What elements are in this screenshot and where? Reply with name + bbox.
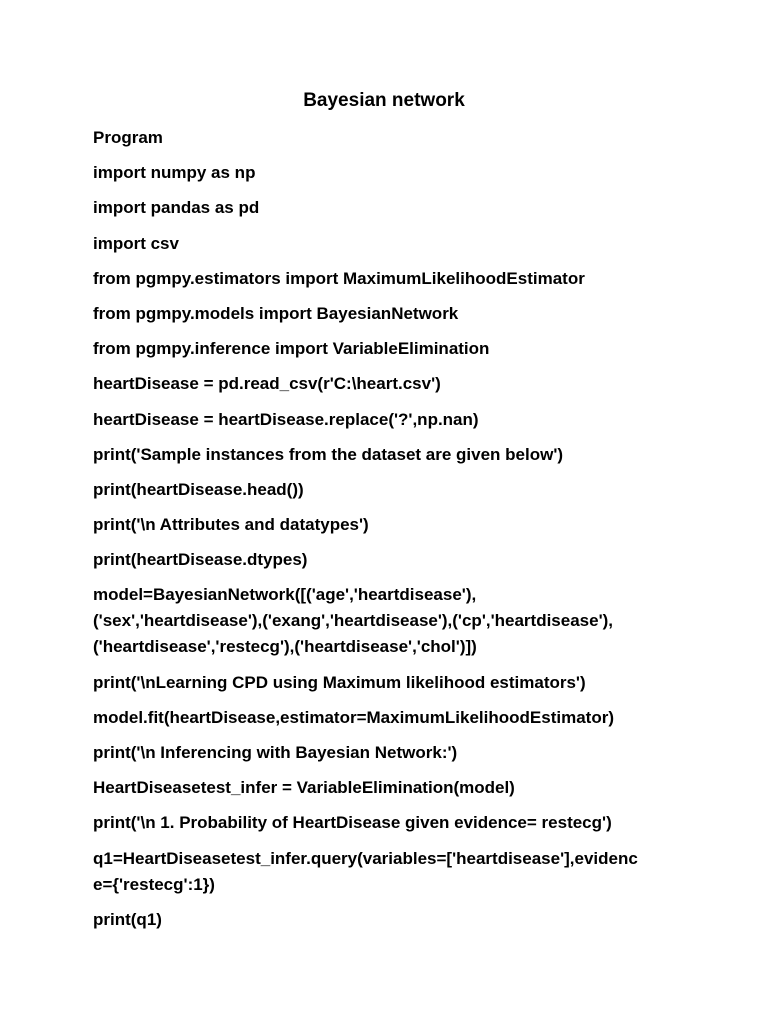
- code-line-text: print('\n Attributes and datatypes'): [93, 515, 369, 535]
- code-line-text: heartDisease = pd.read_csv(r'C:\heart.csv'): [93, 374, 441, 394]
- code-line-text: print(q1): [93, 909, 162, 929]
- code-line-text: ('sex','heartdisease'),('exang','heartdisease'),('cp','heartdisease'),: [93, 611, 614, 631]
- code-line: [93, 371, 693, 397]
- code-line: [93, 195, 693, 221]
- code-line-text: model=BayesianNetwork([('age','heartdisease'),: [93, 585, 477, 605]
- code-line-text: q1=HeartDiseasetest_infer.query(variables=['heartdisease'],evidenc: [93, 848, 638, 868]
- code-line: [93, 670, 693, 696]
- code-line: [93, 810, 693, 836]
- code-line-text: print(heartDisease.dtypes): [93, 550, 308, 570]
- code-line-text: import numpy as np: [93, 163, 256, 183]
- code-line: [93, 846, 693, 898]
- code-line-text: HeartDiseasetest_infer = VariableElimination(model): [93, 778, 515, 798]
- code-line: [93, 301, 693, 327]
- code-line: [93, 907, 693, 933]
- code-line-text: model.fit(heartDisease,estimator=MaximumLikelihoodEstimator): [93, 707, 614, 727]
- code-line: [93, 407, 693, 433]
- code-line-text: from pgmpy.estimators import MaximumLikelihoodEstimator: [93, 268, 585, 288]
- code-line: [93, 775, 693, 801]
- code-line-text: from pgmpy.inference import VariableElimination: [93, 339, 490, 359]
- code-line-text: from pgmpy.models import BayesianNetwork: [93, 303, 459, 323]
- code-line-text: e={'restecg':1}): [93, 874, 215, 894]
- code-line: [93, 160, 693, 186]
- code-line: [93, 547, 693, 573]
- code-line-text: import csv: [93, 233, 179, 253]
- code-line-text: ('heartdisease','restecg'),('heartdisease','chol')]): [93, 637, 477, 657]
- code-line-text: print('Sample instances from the dataset are given below'): [93, 444, 564, 464]
- document-title: Bayesian network: [303, 90, 465, 111]
- code-line: [93, 512, 693, 538]
- code-line-text: Program: [93, 128, 163, 147]
- code-line-text: print('\n Inferencing with Bayesian Network:'): [93, 743, 458, 762]
- code-line-text: print('\nLearning CPD using Maximum likelihood estimators'): [93, 672, 586, 692]
- code-line-text: import pandas as pd: [93, 198, 260, 218]
- code-line-text: heartDisease = heartDisease.replace('?',np.nan): [93, 409, 479, 429]
- code-line: [93, 740, 693, 766]
- section-heading: [93, 125, 693, 151]
- code-line: [93, 336, 693, 362]
- code-line: [93, 477, 693, 503]
- code-line-text: print(heartDisease.head()): [93, 479, 304, 499]
- code-listing: [93, 125, 693, 942]
- code-line: [93, 705, 693, 731]
- code-line: [93, 442, 693, 468]
- code-line: [93, 582, 693, 660]
- code-line: [93, 231, 693, 257]
- code-line: [93, 266, 693, 292]
- code-line-text: print('\n 1. Probability of HeartDisease given evidence= restecg'): [93, 813, 612, 833]
